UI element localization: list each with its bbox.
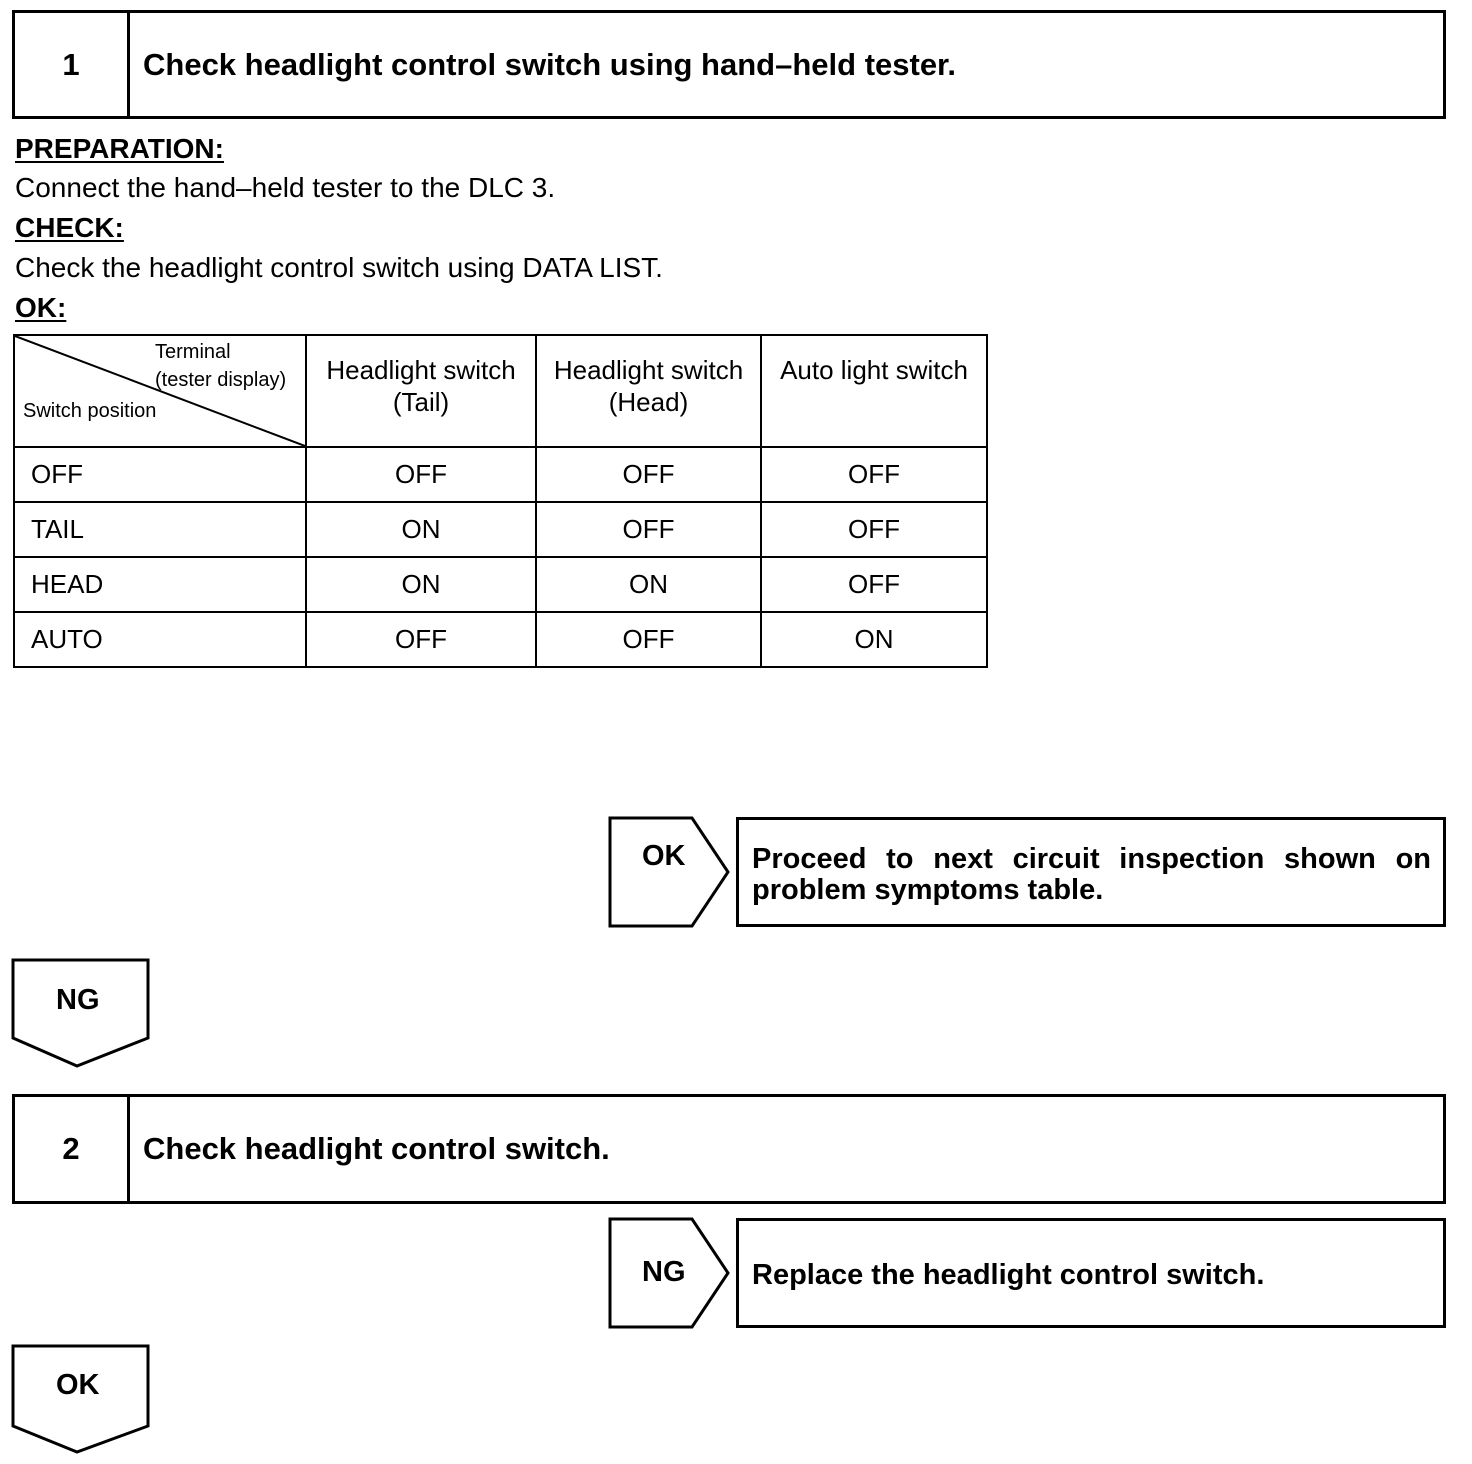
- ng-arrow-label: NG: [642, 1256, 686, 1288]
- corner-terminal-line2: (tester display): [155, 369, 287, 391]
- table-row: [14, 612, 987, 667]
- table-cell: OFF: [536, 502, 761, 557]
- column-header: [306, 335, 536, 447]
- ok-result-box: [736, 817, 1446, 927]
- ok-arrow-label: OK: [642, 840, 686, 872]
- step-1-header: [12, 10, 1446, 119]
- table-cell: OFF: [761, 557, 987, 612]
- ok-flow-label: OK: [56, 1369, 100, 1401]
- table-cell: ON: [306, 557, 536, 612]
- ng-result-text: Replace the headlight control switch.: [752, 1259, 1265, 1291]
- row-label: OFF: [14, 447, 306, 502]
- table-cell: ON: [761, 612, 987, 667]
- table-row: [14, 502, 987, 557]
- corner-terminal-label: [155, 338, 286, 394]
- preparation-heading: PREPARATION:: [15, 133, 224, 164]
- table-cell: OFF: [306, 612, 536, 667]
- column-header-line1: Auto light switch: [780, 355, 968, 385]
- row-label: HEAD: [14, 557, 306, 612]
- table-row: [14, 557, 987, 612]
- step-title: Check headlight control switch using hand–held tester.: [143, 46, 957, 82]
- step-number: 2: [15, 1097, 130, 1201]
- corner-terminal-line1: Terminal: [155, 341, 231, 363]
- table-header-row: [14, 335, 987, 447]
- row-label: AUTO: [14, 612, 306, 667]
- corner-switch-position-label: Switch position: [23, 400, 157, 422]
- row-label: TAIL: [14, 502, 306, 557]
- column-header: [761, 335, 987, 447]
- column-header-line2: (Tail): [392, 387, 450, 417]
- table-cell: OFF: [761, 447, 987, 502]
- table-cell: ON: [306, 502, 536, 557]
- table-row: [14, 447, 987, 502]
- check-text: Check the headlight control switch using DATA LIST.: [15, 252, 663, 283]
- step-2-header: [12, 1094, 1446, 1204]
- table-cell: ON: [536, 557, 761, 612]
- table-corner-cell: [14, 335, 306, 447]
- ok-result-text: Proceed to next circuit inspection shown on problem symptoms table.: [752, 843, 1431, 906]
- column-header-line2: (Head): [608, 387, 689, 417]
- ng-flow-label: NG: [56, 984, 100, 1016]
- step-number: 1: [15, 13, 130, 116]
- step-title: Check headlight control switch.: [143, 1131, 610, 1166]
- check-heading: CHECK:: [15, 212, 124, 243]
- switch-spec-table: [13, 334, 988, 668]
- column-header-line1: Headlight switch: [326, 355, 516, 385]
- ok-heading: OK:: [15, 292, 67, 323]
- table-cell: OFF: [536, 447, 761, 502]
- table-cell: OFF: [536, 612, 761, 667]
- preparation-text: Connect the hand–held tester to the DLC 3.: [15, 172, 556, 203]
- ng-result-box: [736, 1218, 1446, 1328]
- column-header: [536, 335, 761, 447]
- table-cell: OFF: [761, 502, 987, 557]
- column-header-line1: Headlight switch: [553, 355, 744, 385]
- table-cell: OFF: [306, 447, 536, 502]
